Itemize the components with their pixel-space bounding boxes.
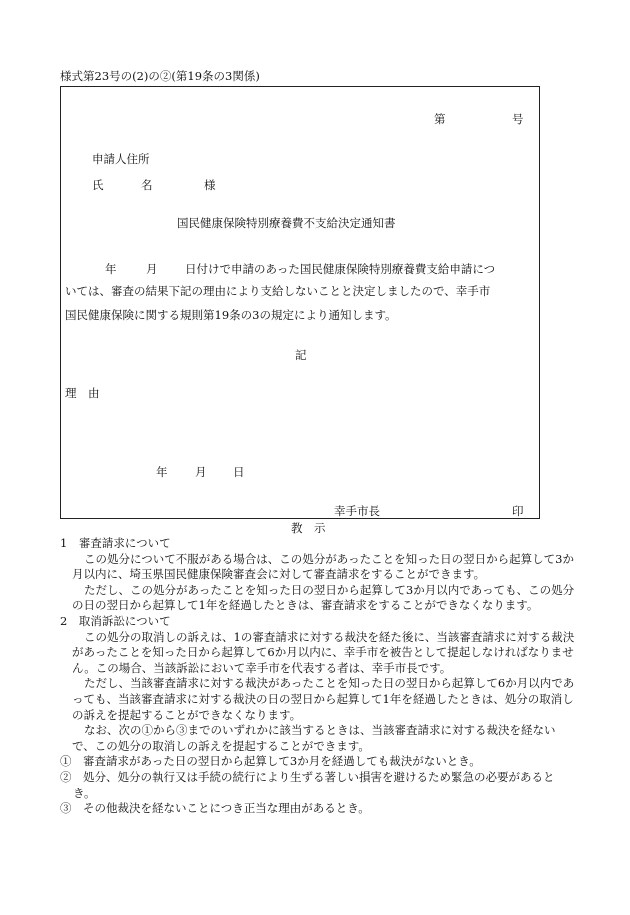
section2-para2: ただし、当該審査請求に対する裁決があったことを知った日の翌日から起算して6か月以内であっても、当該審査請求に対する裁決の日の翌日から起算して1年を経過したときは、処分の取消しの訴えを提起することができなくなります。 xyxy=(72,676,575,722)
applicant-name-sama: 様 xyxy=(204,178,216,192)
applicant-address-label: 申請人住所 xyxy=(92,152,150,166)
section1-heading: 1 審査請求について xyxy=(60,536,171,550)
date-year: 年 xyxy=(156,465,168,479)
section2-para1: この処分の取消しの訴えは、1の審査請求に対する裁決を経た後に、当該審査請求に対する裁決があったことを知った日から起算して6か月以内に、幸手市を被告として提起しなければなりません。この場合、当該訴訟において幸手市を代表する者は、幸手市長です。 xyxy=(72,629,575,675)
reason-label: 理 由 xyxy=(65,386,100,400)
item-2: ② 処分、処分の執行又は手続の続行により生ずる著しい損害を避けるため緊急の必要があるとき。 xyxy=(60,769,555,800)
instructions xyxy=(60,536,575,817)
mayor-title: 幸手市長 xyxy=(334,504,380,518)
number-gou: 号 xyxy=(512,112,524,126)
seal-mark: 印 xyxy=(512,504,524,518)
section1-para1: この処分について不服がある場合は、この処分があったことを知った日の翌日から起算して3か月以内に、埼玉県国民健康保険審査会に対して審査請求をすることができます。 xyxy=(72,551,574,582)
body-line2: いては、審査の結果下記の理由により支給しないことと決定しましたので、幸手市 xyxy=(65,284,491,298)
applicant-name-mei: 名 xyxy=(141,178,153,192)
document-title: 国民健康保険特別療養費不支給決定通知書 xyxy=(177,216,396,230)
item-3: ③ その他裁決を経ないことにつき正当な理由があるとき。 xyxy=(60,801,370,816)
form-number: 様式第23号の(2)の②(第19条の3関係) xyxy=(60,69,260,83)
date-month: 月 xyxy=(195,465,207,479)
date-day: 日 xyxy=(233,465,245,479)
body-year: 年 xyxy=(105,262,117,276)
item-1: ① 審査請求があった日の翌日から起算して3か月を経過しても裁決がないとき。 xyxy=(60,754,481,769)
number-dai: 第 xyxy=(434,112,446,126)
section2-heading: 2 取消訴訟について xyxy=(60,613,171,628)
section1-para2: ただし、この処分があったことを知った日の翌日から起算して3か月以内であっても、この処分の日の翌日から起算して1年を経過したときは、審査請求をすることができなくなります。 xyxy=(72,582,575,613)
applicant-name-shi: 氏 xyxy=(92,178,104,192)
body-line1: 日付けで申請のあった国民健康保険特別療養費支給申請につ xyxy=(185,262,496,276)
section2-para3: なお、次の①から③までのいずれかに該当するときは、当該審査請求に対する裁決を経ないで、この処分の取消しの訴えを提起することができます。 xyxy=(72,723,556,753)
body-month: 月 xyxy=(146,262,158,276)
ki-label: 記 xyxy=(295,348,307,362)
kyouji-title: 教 示 xyxy=(291,521,326,535)
notice-box xyxy=(60,86,540,519)
body-line3: 国民健康保険に関する規則第19条の3の規定により通知します。 xyxy=(65,308,397,322)
